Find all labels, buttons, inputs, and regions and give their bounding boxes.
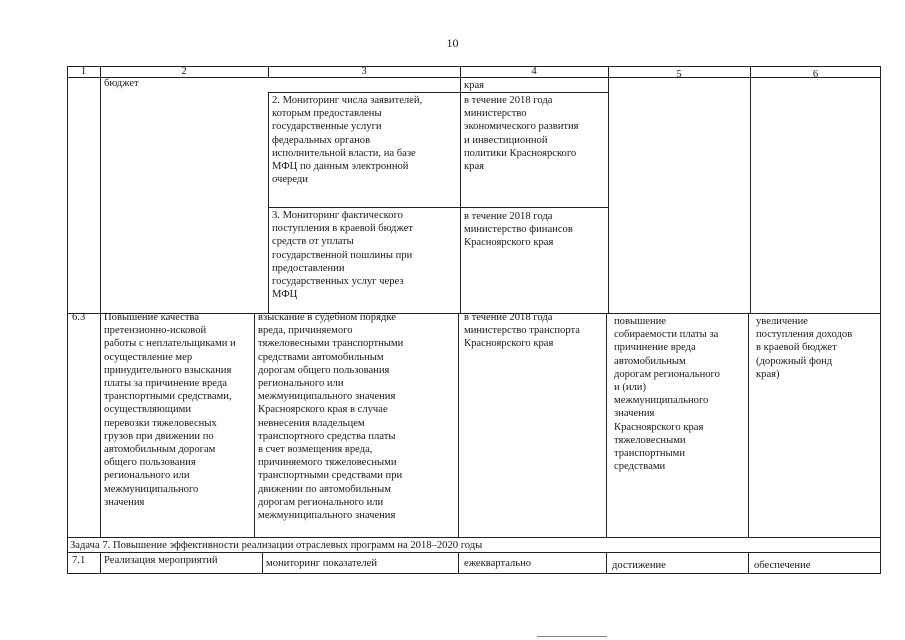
row-6-3-measure: взыскание в судебном порядке вреда, причиняемого тяжеловесными транспортными средствами автомобильным дорогам общего пользования регионального или межмуниципального значения Красноярского края в случае невнесения владельцем транспортного средства платы в счет возмещения вреда, причиняемого тяжеловесными транспортными средствами при движении по автомобильным дорогам регионального или межмуниципального значения — [258, 312, 404, 522]
header-col-3: 3 — [361, 66, 367, 77]
col-divider-4-row71 — [606, 552, 607, 574]
col-divider-5-row71 — [748, 552, 749, 574]
cont-col4-top: края — [464, 80, 485, 91]
row-7-1-exec: ежеквартально — [464, 558, 532, 569]
row-6-3-exec: в течение 2018 года министерство транспорта Красноярского края — [464, 312, 580, 350]
subrow-divider-1 — [268, 92, 608, 93]
row-7-1-measure: мониторинг показателей — [266, 558, 378, 569]
col-divider-2-row63 — [254, 313, 255, 537]
row-7-1-effect: обеспечение — [754, 560, 811, 571]
task7-divider-top — [67, 537, 881, 538]
row-7-1-number: 7.1 — [72, 555, 86, 566]
col-divider-4-upper — [608, 66, 609, 313]
header-col-4: 4 — [531, 66, 537, 77]
header-col-5: 5 — [676, 69, 682, 80]
row-6-3-effect: увеличение поступления доходов в краевой бюджет (дорожный фонд края) — [756, 316, 853, 380]
col-divider-1 — [100, 66, 101, 574]
header-col-2: 2 — [181, 66, 187, 77]
subrow-divider-2 — [268, 207, 608, 208]
cont-item3: 3. Мониторинг фактического поступления в краевой бюджет средств от уплаты государственной пошлины при предоставлении государственных услуг через МФЦ — [272, 210, 413, 301]
col-divider-2-sub — [268, 92, 269, 313]
scan-artifact-line — [537, 636, 607, 637]
cont-item2: 2. Мониторинг числа заявителей, которым предоставлены государственные услуги федеральных органов исполнительной власти, на базе МФЦ по данным электронной очереди — [272, 95, 423, 186]
col-divider-3-sub — [460, 77, 461, 313]
cont-item2-exec: в течение 2018 года министерство экономического развития и инвестиционной политики Красноярского края — [464, 95, 579, 173]
task7-heading: Задача 7. Повышение эффективности реализации отраслевых программ на 2018–2020 годы — [70, 540, 483, 551]
col-divider-1-row71 — [100, 552, 101, 574]
row-6-3-title: Повышение качества претензионно-исковой работы с неплательщиками и осуществление мер принудительного взыскания платы за причинение вреда транспортными средствами, осуществляющими перевозки тяжеловесных грузов при движении по автомобильным дорогам общего пользования регионального или межмуниципального значения — [104, 312, 236, 508]
col-divider-5-upper — [750, 66, 751, 313]
page-number: 10 — [446, 36, 459, 50]
row-6-3-number: 6.3 — [72, 312, 86, 323]
header-col-6: 6 — [812, 69, 819, 80]
cont-col2-text: бюджет — [104, 78, 139, 89]
row-6-3-result: повышение собираемости платы за причинение вреда автомобильным дорогам регионального и (или) межмуниципального значения Красноярского края тяжеловесными транспортными средствами — [614, 316, 720, 473]
col-divider-2-row71 — [262, 552, 263, 574]
header-col-1: 1 — [80, 66, 87, 77]
col-divider-5-row63 — [748, 313, 749, 537]
col-divider-3-row71 — [458, 552, 459, 574]
cont-item3-exec: в течение 2018 года министерство финансов Красноярского края — [464, 211, 573, 249]
row-7-1-title: Реализация мероприятий — [104, 555, 218, 566]
col-divider-4-row63 — [606, 313, 607, 537]
row-7-1-result: достижение — [612, 560, 666, 571]
col-divider-3-row63 — [458, 313, 459, 537]
